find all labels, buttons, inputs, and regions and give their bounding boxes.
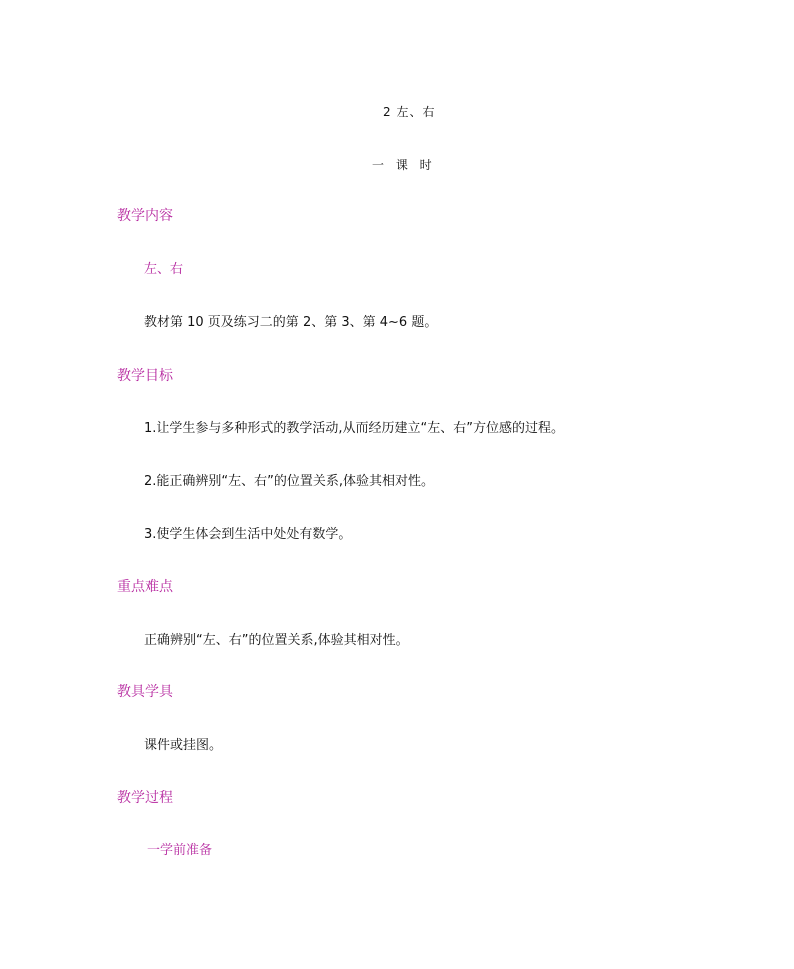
teaching-content-text: 教材第 10 页及练习二的第 2、第 3、第 4~6 题。	[144, 315, 438, 330]
teaching-aids-text: 课件或挂图。	[144, 738, 223, 753]
section-heading-teaching-goals: 教学目标	[117, 368, 173, 384]
section-heading-teaching-content: 教学内容	[117, 208, 173, 224]
section-subheading-left-right: 左、右	[144, 262, 184, 277]
teaching-goal-2: 2.能正确辨别“左、右”的位置关系,体验其相对性。	[144, 474, 435, 489]
section-heading-teaching-process: 教学过程	[117, 790, 173, 806]
teaching-goal-3: 3.使学生体会到生活中处处有数学。	[144, 527, 352, 542]
section-heading-teaching-aids: 教具学具	[117, 684, 173, 700]
teaching-goal-1: 1.让学生参与多种形式的教学活动,从而经历建立“左、右”方位感的过程。	[144, 421, 565, 436]
section-subheading-preparation: 一学前准备	[147, 843, 213, 858]
key-points-text: 正确辨别“左、右”的位置关系,体验其相对性。	[144, 633, 409, 648]
section-heading-key-points: 重点难点	[117, 579, 173, 595]
document-title: 2 左、右	[383, 105, 436, 119]
document-subtitle: 一 课 时	[372, 158, 436, 172]
